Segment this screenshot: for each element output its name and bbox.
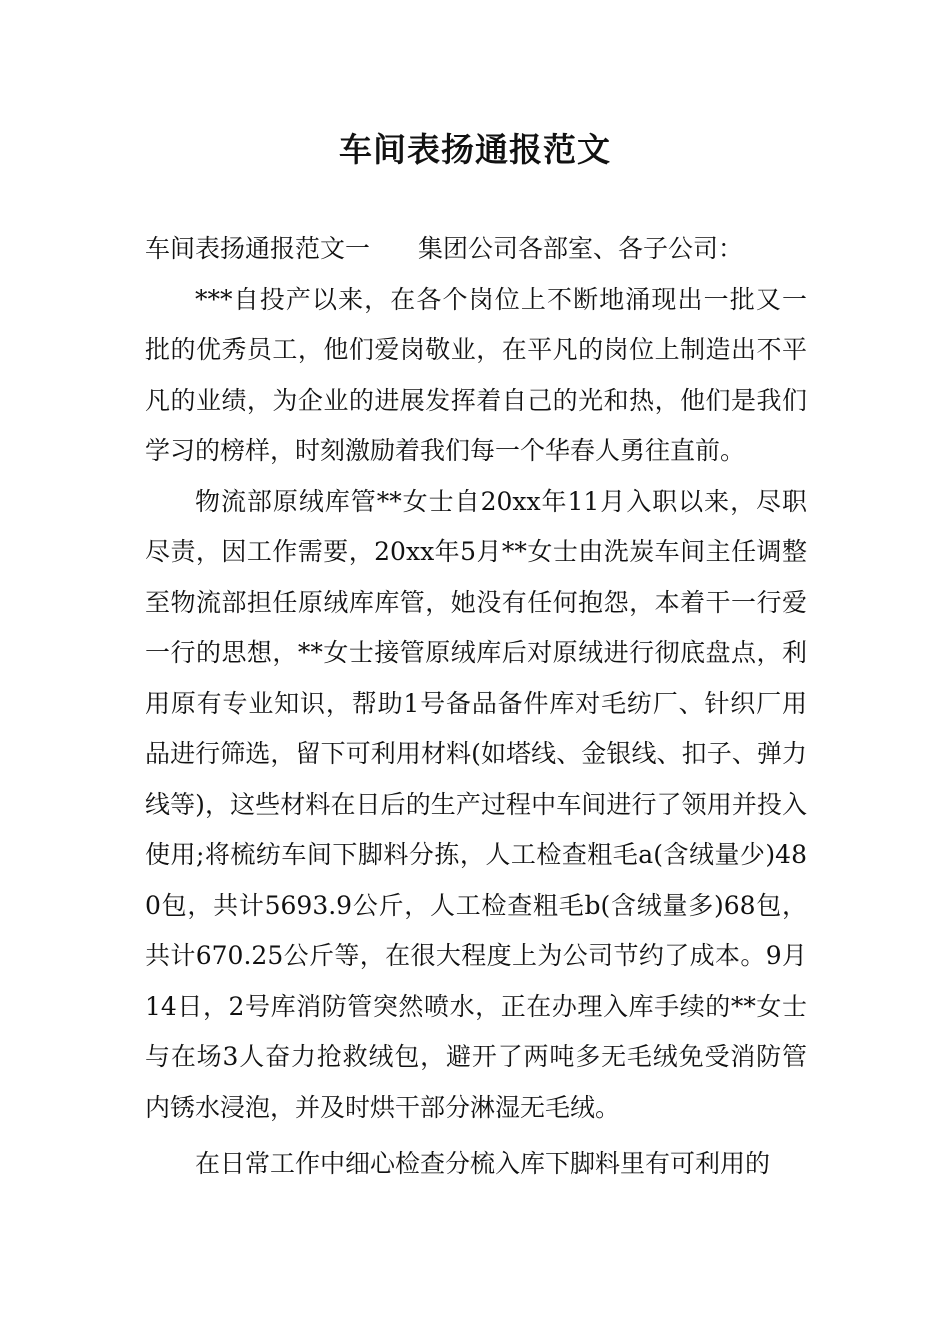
- salutation: 集团公司各部室、各子公司：: [418, 234, 744, 263]
- paragraph-2: 物流部原绒库管**女士自20xx年11月入职以来，尽职尽责，因工作需要，20xx年5月**女士由洗炭车间主任调整至物流部担任原绒库库管，她没有任何抱怨，本着干一行爱一行的思想，**女士接管原绒库后对原绒进行彻底盘点，利用原有专业知识，帮助1号备品备件库对毛纺厂、针织厂用品进行筛选，留下可利用材料(如塔线、金银线、扣子、弹力线等)，这些材料在日后的生产过程中车间进行了领用并投入使用;将梳纺车间下脚料分拣，人工检查粗毛a(含绒量少)480包，共计5693.9公斤，人工检查粗毛b(含绒量多)68包，共计670.25公斤等，在很大程度上为公司节约了成本。9月14日，2号库消防管突然喷水，正在办理入库手续的**女士与在场3人奋力抢救绒包，避开了两吨多无毛绒免受消防管内锈水浸泡，并及时烘干部分淋湿无毛绒。: [145, 486, 807, 1122]
- document-title: 车间表扬通报范文: [339, 130, 611, 169]
- document-body: [145, 224, 807, 1190]
- paragraph-1: ***自投产以来，在各个岗位上不断地涌现出一批又一批的优秀员工，他们爱岗敬业，在平凡的岗位上制造出不平凡的业绩，为企业的进展发挥着自己的光和热，他们是我们学习的榜样，时刻激励着我们每一个华春人勇往直前。: [145, 284, 807, 465]
- paragraph-3: 在日常工作中细心检查分梳入库下脚料里有可利用的: [195, 1149, 771, 1178]
- intro-line: [145, 224, 807, 275]
- section-heading: 车间表扬通报范文一: [145, 234, 371, 263]
